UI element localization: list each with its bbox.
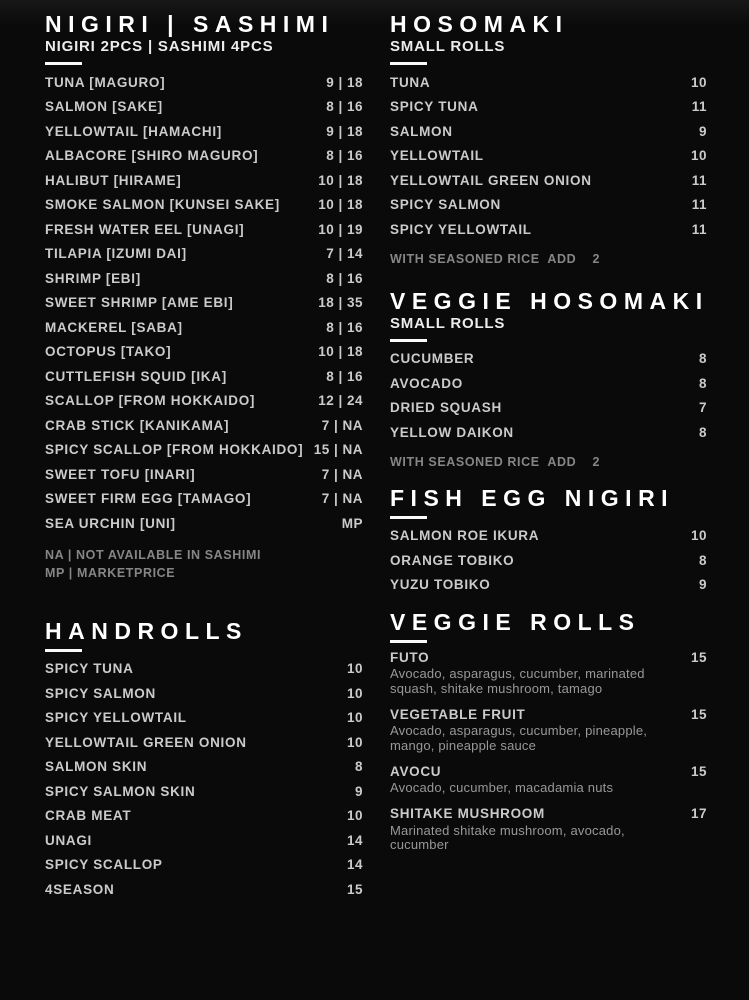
item-description: Avocado, asparagus, cucumber, pineapple, mango, pineapple sauce bbox=[390, 723, 648, 753]
menu-item-row bbox=[45, 168, 363, 193]
menu-item-name: SPICY TUNA bbox=[45, 661, 134, 677]
section-note: WITH SEASONED RICE ADD 2 bbox=[390, 251, 601, 266]
menu-item-row bbox=[45, 70, 363, 95]
menu-item-name: SPICY SALMON bbox=[45, 685, 156, 701]
menu-item-name: SPICY TUNA bbox=[390, 99, 479, 115]
menu-item-row bbox=[45, 217, 363, 242]
menu-item-name: SPICY YELLOWTAIL bbox=[45, 710, 187, 726]
menu-item-row bbox=[45, 413, 363, 438]
menu-item-name: SMOKE SALMON [KUNSEI SAKE] bbox=[45, 197, 280, 213]
menu-item-name: YELLOWTAIL GREEN ONION bbox=[45, 734, 247, 750]
menu-item-name: UNAGI bbox=[45, 832, 92, 848]
menu-item-name: SPICY SALMON SKIN bbox=[45, 783, 196, 799]
menu-item-row bbox=[390, 649, 707, 696]
menu-item-price: 7 | 14 bbox=[326, 246, 363, 262]
menu-item-name: SPICY SCALLOP [FROM HOKKAIDO] bbox=[45, 442, 304, 458]
menu-item-row bbox=[45, 266, 363, 291]
menu-item-name: TUNA [MAGURO] bbox=[45, 74, 166, 90]
menu-item-price: 9 | 18 bbox=[326, 123, 363, 139]
menu-item-price: 8 bbox=[698, 552, 707, 568]
section-title: VEGGIE ROLLS bbox=[390, 609, 641, 635]
menu-item-price: 15 | NA bbox=[313, 442, 363, 458]
menu-item-row bbox=[45, 95, 363, 120]
menu-item-name: AVOCU bbox=[390, 763, 442, 779]
menu-item-list bbox=[390, 347, 707, 445]
menu-item-name: SHITAKE MUSHROOM bbox=[390, 806, 545, 821]
menu-item-price: 11 bbox=[691, 172, 707, 188]
menu-item-name: MACKEREL [SABA] bbox=[45, 319, 183, 335]
menu-item-row bbox=[390, 763, 707, 796]
menu-item-price: 10 bbox=[346, 734, 363, 750]
menu-item-list bbox=[45, 70, 363, 536]
section-subtitle: SMALL ROLLS bbox=[390, 38, 506, 55]
menu-item-price: 15 bbox=[690, 763, 707, 779]
menu-item-row bbox=[390, 396, 707, 421]
menu-item-name: YELLOW DAIKON bbox=[390, 424, 514, 440]
menu-item-row bbox=[45, 119, 363, 144]
section-divider bbox=[390, 640, 427, 643]
menu-item-price: 8 | 16 bbox=[326, 99, 363, 115]
menu-item-row bbox=[45, 681, 363, 706]
section-divider bbox=[390, 62, 427, 65]
menu-item-row bbox=[390, 144, 707, 169]
item-description: Avocado, cucumber, macadamia nuts bbox=[390, 780, 614, 795]
menu-column-right bbox=[390, 13, 707, 863]
menu-item-price: 8 | 16 bbox=[326, 148, 363, 164]
menu-item-price: 14 bbox=[346, 857, 363, 873]
menu-item-row bbox=[45, 242, 363, 267]
menu-item-row bbox=[390, 548, 707, 573]
menu-item-row bbox=[390, 168, 707, 193]
menu-item-row bbox=[45, 144, 363, 169]
menu-item-price: 18 | 35 bbox=[318, 295, 363, 311]
section-note: WITH SEASONED RICE ADD 2 bbox=[390, 454, 601, 469]
menu-item-price: 8 | 16 bbox=[326, 319, 363, 335]
menu-item-price: 10 | 18 bbox=[318, 172, 363, 188]
menu-item-name: SPICY YELLOWTAIL bbox=[390, 221, 532, 237]
menu-item-row bbox=[45, 828, 363, 853]
menu-item-price: 7 | NA bbox=[321, 466, 363, 482]
menu-item-price: MP bbox=[341, 515, 363, 531]
menu-item-row bbox=[45, 657, 363, 682]
menu-item-row bbox=[45, 730, 363, 755]
menu-item-name: YELLOWTAIL [HAMACHI] bbox=[45, 123, 222, 139]
menu-item-row bbox=[390, 70, 707, 95]
menu-column-left bbox=[45, 13, 363, 902]
section-note: NA | NOT AVAILABLE IN SASHIMI bbox=[45, 547, 262, 562]
menu-item-name: YUZU TOBIKO bbox=[390, 577, 491, 593]
menu-item-name: SALMON SKIN bbox=[45, 759, 148, 775]
menu-item-row bbox=[45, 364, 363, 389]
menu-item-name: CRAB STICK [KANIKAMA] bbox=[45, 417, 230, 433]
menu-item-price: 10 bbox=[346, 685, 363, 701]
section-veggie-hosomaki bbox=[390, 287, 709, 471]
menu-item-row bbox=[45, 291, 363, 316]
menu-item-name: FUTO bbox=[390, 649, 430, 665]
menu-item-row bbox=[390, 193, 707, 218]
menu-item-name: SALMON bbox=[390, 123, 453, 139]
menu-item-row bbox=[390, 95, 707, 120]
menu-item-name: YELLOWTAIL bbox=[390, 148, 484, 164]
menu-item-name: 4SEASON bbox=[45, 881, 115, 897]
menu-item-price: 7 | NA bbox=[321, 417, 363, 433]
menu-item-name: SCALLOP [FROM HOKKAIDO] bbox=[45, 393, 256, 409]
menu-item-price: 10 | 18 bbox=[318, 344, 363, 360]
menu-item-price: 8 bbox=[698, 424, 707, 440]
menu-item-list bbox=[390, 70, 707, 242]
item-description: Avocado, asparagus, cucumber, marinated squash, shitake mushroom, tamago bbox=[390, 666, 645, 696]
menu-item-row bbox=[45, 853, 363, 878]
menu-item-row bbox=[45, 877, 363, 902]
menu-item-name: SHRIMP [EBI] bbox=[45, 270, 141, 286]
menu-item-price: 11 bbox=[691, 99, 707, 115]
menu-item-price: 15 bbox=[690, 706, 707, 722]
section-title: FISH EGG NIGIRI bbox=[390, 484, 675, 511]
menu-item-name: FRESH WATER EEL [UNAGI] bbox=[45, 221, 245, 237]
menu-item-price: 10 bbox=[690, 74, 707, 90]
menu-item-name: ORANGE TOBIKO bbox=[390, 552, 515, 568]
menu-item-row bbox=[390, 420, 707, 445]
menu-item-name: SALMON [SAKE] bbox=[45, 99, 163, 115]
menu-item-price: 8 bbox=[354, 759, 363, 775]
section-title: HANDROLLS bbox=[45, 617, 248, 644]
section-divider bbox=[390, 339, 427, 342]
section-fish-egg-nigiri bbox=[390, 484, 707, 598]
menu-item-price: 8 | 16 bbox=[326, 270, 363, 286]
menu-item-name: HALIBUT [HIRAME] bbox=[45, 172, 182, 188]
menu-item-name: YELLOWTAIL GREEN ONION bbox=[390, 172, 592, 188]
menu-item-price: 15 bbox=[690, 649, 707, 665]
section-hosomaki bbox=[390, 13, 707, 268]
menu-item-row bbox=[390, 573, 707, 598]
menu-item-price: 11 bbox=[691, 221, 707, 237]
section-note: MP | MARKETPRICE bbox=[45, 565, 176, 580]
menu-item-row bbox=[45, 315, 363, 340]
menu-item-name: SWEET TOFU [INARI] bbox=[45, 466, 196, 482]
menu-item-price: 10 bbox=[690, 528, 707, 544]
section-subtitle: SMALL ROLLS bbox=[390, 314, 506, 332]
section-divider bbox=[390, 516, 427, 519]
menu-item-row bbox=[45, 487, 363, 512]
menu-item-row bbox=[390, 119, 707, 144]
menu-item-name: CRAB MEAT bbox=[45, 808, 132, 824]
menu-item-row bbox=[390, 217, 707, 242]
menu-item-price: 9 bbox=[698, 577, 707, 593]
menu-item-name: SWEET SHRIMP [AME EBI] bbox=[45, 295, 234, 311]
section-title: HOSOMAKI bbox=[390, 11, 569, 37]
menu-item-price: 8 bbox=[698, 375, 707, 391]
menu-item-name: TUNA bbox=[390, 74, 431, 90]
menu-item-name: SEA URCHIN [UNI] bbox=[45, 515, 176, 531]
menu-item-name: ALBACORE [SHIRO MAGURO] bbox=[45, 148, 259, 164]
menu-item-row bbox=[390, 347, 707, 372]
menu-item-name: AVOCADO bbox=[390, 375, 463, 391]
menu-item-price: 9 bbox=[698, 123, 707, 139]
menu-item-list bbox=[390, 649, 707, 853]
menu-item-price: 10 bbox=[690, 148, 707, 164]
menu-item-row bbox=[45, 706, 363, 731]
menu-item-row bbox=[45, 779, 363, 804]
menu-item-price: 15 bbox=[346, 881, 363, 897]
menu-item-price: 8 | 16 bbox=[326, 368, 363, 384]
menu-item-row bbox=[45, 340, 363, 365]
section-divider bbox=[45, 62, 82, 65]
menu-item-row bbox=[45, 462, 363, 487]
section-veggie-rolls bbox=[390, 611, 707, 853]
menu-item-price: 17 bbox=[690, 806, 707, 821]
menu-item-price: 10 bbox=[346, 661, 363, 677]
menu-item-row bbox=[45, 193, 363, 218]
section-title: VEGGIE HOSOMAKI bbox=[390, 287, 709, 314]
menu-item-price: 12 | 24 bbox=[318, 393, 363, 409]
menu-item-row bbox=[390, 524, 707, 549]
section-subtitle: NIGIRI 2PCS | SASHIMI 4PCS bbox=[45, 38, 274, 55]
menu-item-name: OCTOPUS [TAKO] bbox=[45, 344, 172, 360]
section-divider bbox=[45, 649, 82, 652]
menu-item-price: 10 bbox=[346, 808, 363, 824]
menu-item-name: CUTTLEFISH SQUID [IKA] bbox=[45, 368, 227, 384]
menu-item-row bbox=[45, 755, 363, 780]
menu-item-list bbox=[390, 524, 707, 598]
menu-item-price: 8 bbox=[698, 351, 707, 367]
menu-item-row bbox=[45, 511, 363, 536]
menu-item-row bbox=[45, 804, 363, 829]
section-nigiri-sashimi bbox=[45, 13, 363, 582]
menu-item-name: DRIED SQUASH bbox=[390, 400, 502, 416]
menu-item-price: 9 | 18 bbox=[326, 74, 363, 90]
menu-item-name: SWEET FIRM EGG [TAMAGO] bbox=[45, 491, 252, 507]
menu-item-price: 14 bbox=[346, 832, 363, 848]
menu-item-name: SALMON ROE IKURA bbox=[390, 528, 540, 544]
menu-item-price: 7 | NA bbox=[321, 491, 363, 507]
menu-item-row bbox=[45, 438, 363, 463]
menu-item-price: 11 bbox=[691, 197, 707, 213]
item-description: Marinated shitake mushroom, avocado, cucumber bbox=[390, 822, 625, 852]
menu-item-row bbox=[390, 371, 707, 396]
menu-item-row bbox=[45, 389, 363, 414]
menu-item-list bbox=[45, 657, 363, 902]
menu-item-price: 9 bbox=[354, 783, 363, 799]
menu-item-row bbox=[390, 706, 707, 753]
menu-item-name: CUCUMBER bbox=[390, 351, 475, 367]
menu-item-name: SPICY SCALLOP bbox=[45, 857, 163, 873]
menu-item-price: 10 bbox=[346, 710, 363, 726]
menu-item-row bbox=[390, 806, 707, 853]
menu-item-name: VEGETABLE FRUIT bbox=[390, 706, 526, 722]
menu-item-price: 10 | 18 bbox=[318, 197, 363, 213]
section-handrolls bbox=[45, 617, 363, 902]
menu-item-name: SPICY SALMON bbox=[390, 197, 501, 213]
section-title: NIGIRI | SASHIMI bbox=[45, 11, 335, 37]
menu-item-price: 7 bbox=[698, 400, 707, 416]
menu-item-price: 10 | 19 bbox=[318, 221, 363, 237]
menu-item-name: TILAPIA [IZUMI DAI] bbox=[45, 246, 187, 262]
